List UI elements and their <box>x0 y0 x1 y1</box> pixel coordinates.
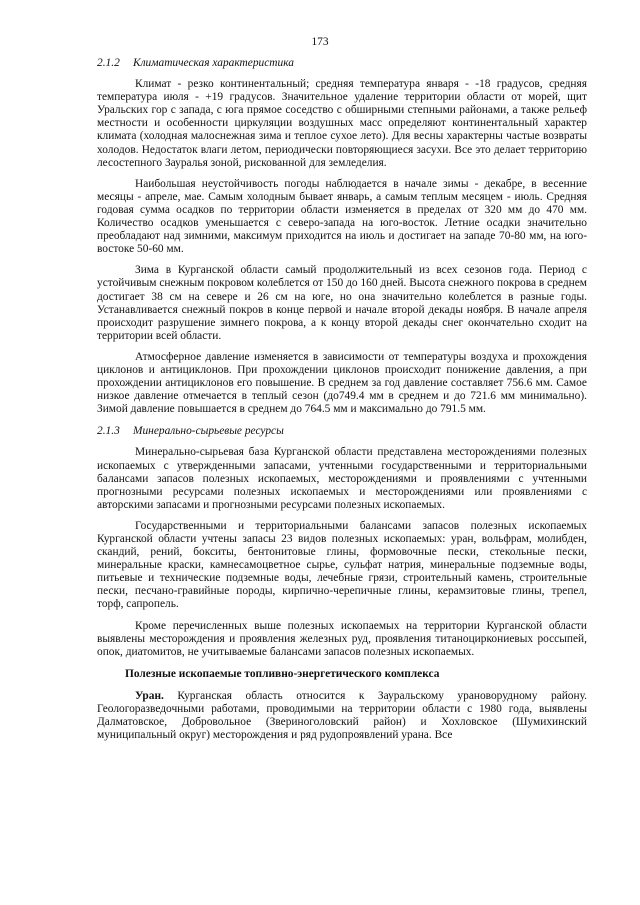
section-number: 2.1.2 <box>97 57 120 69</box>
subsection-title: Полезные ископаемые топливно-энергетического комплекса <box>125 667 440 680</box>
section-title: Климатическая характеристика <box>133 57 294 69</box>
paragraph: Наибольшая неустойчивость погоды наблюдается в начале зимы - декабре, в весенние месяцы - апреле, мае. Самым холодным бывает январь, а самым теплым месяцем - июль. Средняя годовая сумма осадков по территории области изменяется в пределах от 320 мм до 470 мм. Количество осадков уменьшается с северо-запада на юго-восток. Летние осадки значительно преобладают над зимними, максимум приходится на июль и достигает на западе 70-80 мм, на юго-востоке 50-60 мм. <box>97 177 587 256</box>
paragraph: Минерально-сырьевая база Курганской области представлена месторождениями полезных ископаемых с утвержденными запасами, учтенными государственными и территориальными балансами запасов полезных ископаемых, месторождениями и проявлениями с учтенными прогнозными ресурсами полезных ископаемых и месторождениями или проявлениями с авторскими запасами и прогнозными ресурсами полезных ископаемых. <box>97 446 587 511</box>
section-title: Минерально-сырьевые ресурсы <box>133 425 284 438</box>
paragraph: Зима в Курганской области самый продолжительный из всех сезонов года. Период с устойчивым снежным покровом колеблется от 150 до 160 дней. Высота снежного покрова в среднем достигает 38 см на севере и 26 см на юге, но она значительно колеблется в разные годы. Устанавливается снежный покров в конце первой и начале второй декады ноября. В начале апреля происходит разрушение зимнего покрова, а к концу второй декады снег окончательно сходит на территории всей области. <box>97 264 587 342</box>
paragraph: Климат - резко континентальный; средняя температура января - -18 градусов, средняя температура июля - +19 градусов. Значительное удаление территории области от морей, щит Уральских гор с запада, с юга прямое соседство с обширными степными районами, а также рельеф местности и особенности циркуляции воздушных масс определяют континентальный характер климата (холодная малоснежная зима и теплое сухое лето). Для весны характерны частые возвраты холодов. Недостаток влаги летом, периодически повторяющиеся засухи. Все это делает территорию лесостепного Зауралья зоной, рискованной для земледелия. <box>97 78 587 169</box>
page-number: 173 <box>311 36 329 48</box>
section-number: 2.1.3 <box>97 425 120 438</box>
uranium-lead: Уран. <box>135 689 164 702</box>
paragraph: Атмосферное давление изменяется в зависимости от температуры воздуха и прохождения циклонов и антициклонов. При прохождении циклонов происходит понижение давления, а при прохождении антициклонов его повышение. В среднем за год давление составляет 756.6 мм. Самое низкое давление отмечается в теплый сезон (до749.4 мм в среднем и до 721.6 мм минимально). Зимой давление повышается в среднем до 764.5 мм и максимально до 791.5 мм. <box>97 350 587 416</box>
page-content <box>97 57 587 742</box>
paragraph-uranium <box>97 690 587 742</box>
uranium-text: Курганская область относится к Зауральскому урановорудному району. Геологоразведочными работами, проводимыми на территории области с 1980 года, выявлены Далматовское, Добровольное (Звериноголовский район) и Хохловское (Шумихинский муниципальный округ) месторождения и ряд рудопроявлений урана. Все <box>97 689 587 742</box>
section-heading-minerals <box>97 425 587 438</box>
paragraph: Государственными и территориальными балансами запасов полезных ископаемых Курганской области учтены запасы 23 видов полезных ископаемых: уран, вольфрам, молибден, скандий, рений, бокситы, бентонитовые глины, формовочные пески, стекольные пески, минеральные краски, камнесамоцветное сырье, сульфат натрия, минеральные подземные воды, питьевые и технические подземные воды, лечебные грязи, строительный камень, строительные пески, песчано-гравийные породы, кирпично-черепичные глины, керамзитовые глины, трепел, торф, сапропель. <box>97 519 587 611</box>
paragraph: Кроме перечисленных выше полезных ископаемых на территории Курганской области выявлены месторождения и проявления железных руд, проявления титаноциркониевых россыпей, опок, диатомитов, не учитываемые балансами запасов полезных ископаемых. <box>97 619 587 658</box>
section-heading-climate <box>97 57 587 70</box>
